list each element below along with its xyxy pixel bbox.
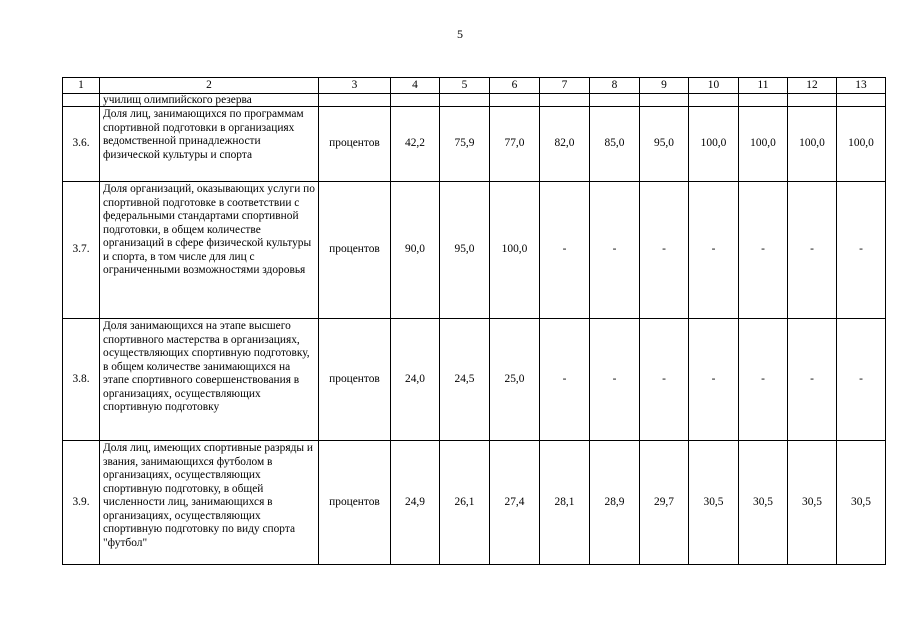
unit-cell: процентов [319, 182, 391, 319]
value-cell: 28,9 [590, 441, 640, 565]
value-cell: - [788, 182, 837, 319]
value-cell: 90,0 [391, 182, 440, 319]
value-cell: - [837, 182, 886, 319]
value-cell: 77,0 [490, 107, 540, 182]
value-cell: 30,5 [837, 441, 886, 565]
value-cell: - [640, 319, 689, 441]
column-header: 5 [440, 78, 490, 94]
value-cell [689, 94, 739, 107]
table-row [63, 319, 886, 441]
value-cell: 28,1 [540, 441, 590, 565]
value-cell [739, 94, 788, 107]
value-cell [590, 94, 640, 107]
value-cell: 24,5 [440, 319, 490, 441]
value-cell: - [689, 182, 739, 319]
indicator-name-cell: Доля занимающихся на этапе высшего спортивного мастерства в организациях, осуществляющих спортивную подготовку, в общем количестве занимающихся на этапе спортивного совершенствования в организациях, осуществляющих спортивную подготовку [100, 319, 319, 441]
value-cell: 25,0 [490, 319, 540, 441]
value-cell: 30,5 [689, 441, 739, 565]
value-cell: 42,2 [391, 107, 440, 182]
continuation-row [63, 94, 886, 107]
value-cell: 100,0 [490, 182, 540, 319]
unit-cell: процентов [319, 107, 391, 182]
value-cell: 24,9 [391, 441, 440, 565]
column-header: 8 [590, 78, 640, 94]
value-cell: - [590, 319, 640, 441]
value-cell: - [788, 319, 837, 441]
value-cell: - [739, 182, 788, 319]
row-number-cell: 3.7. [63, 182, 100, 319]
value-cell: 100,0 [689, 107, 739, 182]
value-cell [837, 94, 886, 107]
column-header: 13 [837, 78, 886, 94]
value-cell: - [689, 319, 739, 441]
indicator-name-cell: училищ олимпийского резерва [100, 94, 319, 107]
value-cell [788, 94, 837, 107]
table-header-row [63, 78, 886, 94]
row-number-cell: 3.9. [63, 441, 100, 565]
unit-cell [319, 94, 391, 107]
column-header: 10 [689, 78, 739, 94]
value-cell: 26,1 [440, 441, 490, 565]
value-cell [490, 94, 540, 107]
column-header: 7 [540, 78, 590, 94]
column-header: 12 [788, 78, 837, 94]
indicator-name-cell: Доля лиц, занимающихся по программам спортивной подготовки в организациях ведомственной принадлежности физической культуры и спорта [100, 107, 319, 182]
column-header: 6 [490, 78, 540, 94]
value-cell: 100,0 [837, 107, 886, 182]
column-header: 2 [100, 78, 319, 94]
row-number-cell [63, 94, 100, 107]
column-header: 3 [319, 78, 391, 94]
column-header: 4 [391, 78, 440, 94]
table-row [63, 107, 886, 182]
unit-cell: процентов [319, 441, 391, 565]
value-cell: - [640, 182, 689, 319]
value-cell: 85,0 [590, 107, 640, 182]
column-header: 9 [640, 78, 689, 94]
value-cell [640, 94, 689, 107]
value-cell [391, 94, 440, 107]
value-cell: 82,0 [540, 107, 590, 182]
table-row [63, 441, 886, 565]
value-cell: 30,5 [788, 441, 837, 565]
value-cell: - [590, 182, 640, 319]
value-cell: - [540, 182, 590, 319]
value-cell: 24,0 [391, 319, 440, 441]
indicator-name-cell: Доля организаций, оказывающих услуги по спортивной подготовке в соответствии с федеральными стандартами спортивной подготовки, в общем количестве организаций в сфере физической культуры и спорта, в том числе для лиц с ограниченными возможностями здоровья [100, 182, 319, 319]
value-cell: 100,0 [739, 107, 788, 182]
column-header: 11 [739, 78, 788, 94]
value-cell: - [540, 319, 590, 441]
value-cell: - [739, 319, 788, 441]
value-cell: 95,0 [640, 107, 689, 182]
indicators-table [62, 77, 886, 565]
unit-cell: процентов [319, 319, 391, 441]
value-cell: 30,5 [739, 441, 788, 565]
value-cell [440, 94, 490, 107]
value-cell: - [837, 319, 886, 441]
table-row [63, 182, 886, 319]
value-cell: 29,7 [640, 441, 689, 565]
value-cell: 75,9 [440, 107, 490, 182]
row-number-cell: 3.8. [63, 319, 100, 441]
column-header: 1 [63, 78, 100, 94]
indicator-name-cell: Доля лиц, имеющих спортивные разряды и звания, занимающихся футболом в организациях, осуществляющих спортивную подготовку, в общей численности лиц, занимающихся в организациях, осуществляющих спортивную подготовку по виду спорта "футбол" [100, 441, 319, 565]
value-cell: 95,0 [440, 182, 490, 319]
value-cell: 100,0 [788, 107, 837, 182]
page-number: 5 [457, 27, 463, 41]
value-cell [540, 94, 590, 107]
row-number-cell: 3.6. [63, 107, 100, 182]
value-cell: 27,4 [490, 441, 540, 565]
